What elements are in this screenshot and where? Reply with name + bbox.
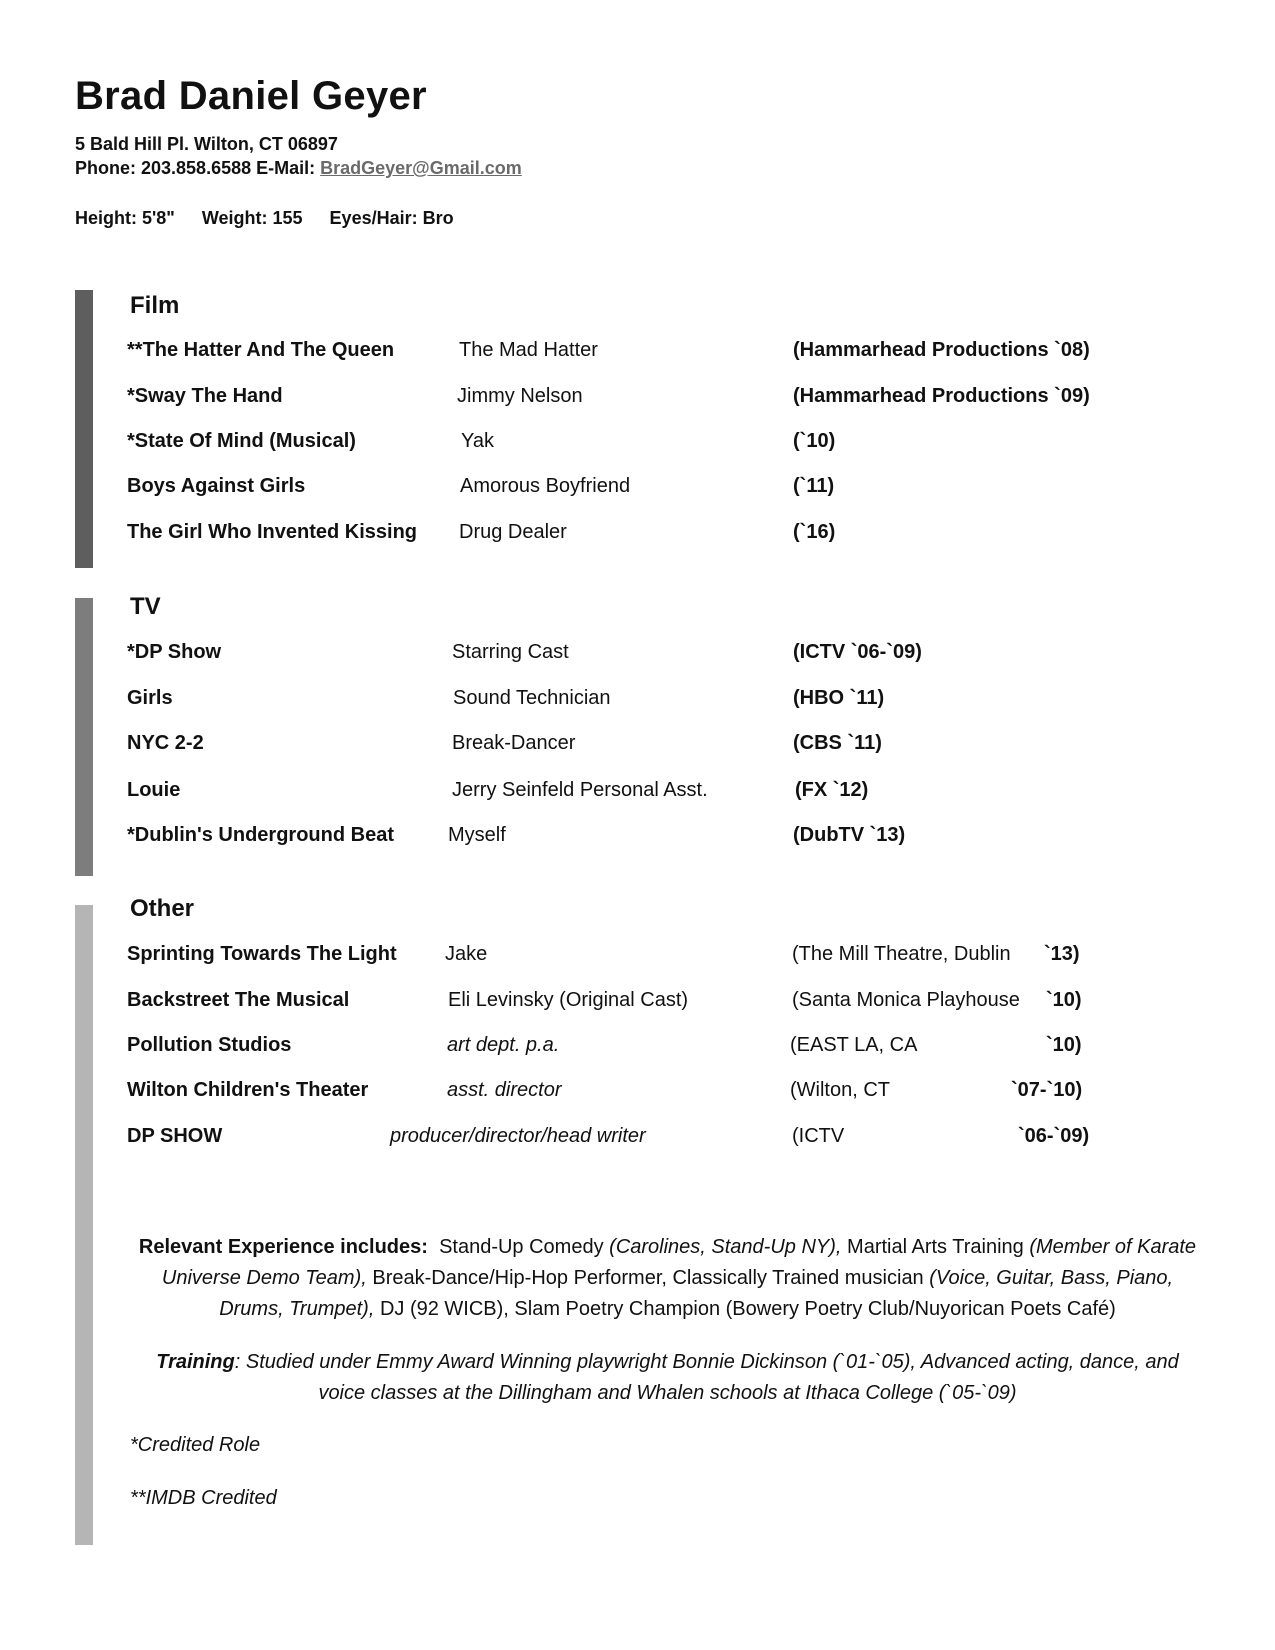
credit-role: Myself: [448, 824, 506, 846]
training-text: : Studied under Emmy Award Winning playwright Bonnie Dickinson (`01-`05), Advanced acting, dance, and voice classes at the Dillingham and Whalen schools at Ithaca College (`05-`09): [234, 1351, 1179, 1404]
credit-title: Boys Against Girls: [127, 475, 306, 497]
credit-year: `13): [1044, 943, 1080, 965]
relevant-part: (Carolines, Stand-Up NY),: [609, 1236, 842, 1258]
relevant-experience: [135, 1232, 1200, 1325]
credit-org: (CBS `11): [793, 732, 882, 754]
film-row: [0, 521, 1275, 551]
relevant-part: Break-Dance/Hip-Hop Performer, Classically Trained musician: [372, 1267, 924, 1289]
other-heading: Other: [130, 895, 195, 922]
tv-heading: TV: [130, 593, 161, 620]
weight: Weight: 155: [201, 208, 303, 228]
credited-role-note: *Credited Role: [130, 1434, 261, 1456]
credit-org: (Hammarhead Productions `08): [793, 339, 1090, 361]
credit-role: The Mad Hatter: [459, 339, 598, 361]
applicant-name: Brad Daniel Geyer: [75, 74, 427, 118]
email-link[interactable]: BradGeyer@Gmail.com: [320, 158, 522, 178]
credit-title: Backstreet The Musical: [127, 989, 350, 1011]
credit-title: **The Hatter And The Queen: [127, 339, 395, 361]
credit-role: Break-Dancer: [452, 732, 576, 754]
credit-role: Yak: [461, 430, 494, 452]
credit-title: *State Of Mind (Musical): [127, 430, 356, 452]
credit-title: The Girl Who Invented Kissing: [127, 521, 418, 543]
training-label: Training: [156, 1351, 235, 1373]
credit-venue: (Wilton, CT: [790, 1079, 890, 1101]
credit-role: Drug Dealer: [459, 521, 567, 543]
relevant-part: (Member of Karate Universe Demo Team),: [161, 1236, 1197, 1289]
imdb-credited-note: **IMDB Credited: [130, 1487, 277, 1509]
height: Height: 5'8": [75, 208, 175, 228]
physical-stats: [75, 208, 476, 229]
credit-year: `10): [1046, 989, 1082, 1011]
credit-role: Jimmy Nelson: [457, 385, 583, 407]
other-row: [0, 1125, 1275, 1155]
phone-label: Phone: 203.858.6588 E-Mail:: [75, 158, 316, 178]
credit-venue: (EAST LA, CA: [790, 1034, 918, 1056]
credit-year: `06-`09): [1018, 1125, 1090, 1147]
credit-role: asst. director: [447, 1079, 562, 1101]
film-row: [0, 475, 1275, 505]
credit-venue: (The Mill Theatre, Dublin: [792, 943, 1011, 965]
credit-title: Louie: [127, 779, 181, 801]
credit-role: Jerry Seinfeld Personal Asst.: [452, 779, 708, 801]
credit-org: (Hammarhead Productions `09): [793, 385, 1090, 407]
relevant-part: DJ (92 WICB), Slam Poetry Champion (Bowery Poetry Club/Nuyorican Poets Café): [379, 1298, 1116, 1320]
credit-org: (`11): [793, 475, 835, 497]
other-row: [0, 989, 1275, 1019]
credit-title: Sprinting Towards The Light: [127, 943, 397, 965]
tv-row: [0, 824, 1275, 854]
tv-row: [0, 687, 1275, 717]
eyes-hair: Eyes/Hair: Bro: [329, 208, 454, 228]
credit-venue: (ICTV: [792, 1125, 845, 1147]
credit-role: Starring Cast: [452, 641, 569, 663]
film-row: [0, 430, 1275, 460]
credit-org: (DubTV `13): [793, 824, 906, 846]
film-row: [0, 339, 1275, 369]
credit-title: Girls: [127, 687, 173, 709]
credit-title: DP SHOW: [127, 1125, 223, 1147]
credit-role: Eli Levinsky (Original Cast): [448, 989, 689, 1011]
film-heading: Film: [130, 292, 180, 319]
credit-title: *DP Show: [127, 641, 222, 663]
relevant-part: (Voice, Guitar, Bass, Piano, Drums, Trumpet),: [219, 1267, 1174, 1320]
credit-org: (HBO `11): [793, 687, 885, 709]
credit-role: Jake: [445, 943, 488, 965]
relevant-part: Stand-Up Comedy: [439, 1236, 604, 1258]
tv-row: [0, 641, 1275, 671]
credit-title: Pollution Studios: [127, 1034, 292, 1056]
relevant-part: Martial Arts Training: [847, 1236, 1024, 1258]
credit-role: Amorous Boyfriend: [460, 475, 631, 497]
credit-year: `07-`10): [1011, 1079, 1083, 1101]
phone-email-line: [75, 158, 522, 179]
address: 5 Bald Hill Pl. Wilton, CT 06897: [75, 134, 338, 154]
other-row: [0, 1034, 1275, 1064]
credit-org: (FX `12): [795, 779, 869, 801]
relevant-label: Relevant Experience includes:: [138, 1236, 428, 1258]
other-row: [0, 1079, 1275, 1109]
credit-title: Wilton Children's Theater: [127, 1079, 369, 1101]
film-row: [0, 385, 1275, 415]
credit-year: `10): [1046, 1034, 1082, 1056]
tv-row: [0, 732, 1275, 762]
credit-venue: (Santa Monica Playhouse: [792, 989, 1020, 1011]
credit-title: NYC 2-2: [127, 732, 204, 754]
credit-title: *Dublin's Underground Beat: [127, 824, 394, 846]
credit-role: art dept. p.a.: [447, 1034, 560, 1056]
credit-role: Sound Technician: [453, 687, 611, 709]
credit-org: (ICTV `06-`09): [793, 641, 922, 663]
credit-org: (`10): [793, 430, 836, 452]
credit-role: producer/director/head writer: [390, 1125, 646, 1147]
tv-row: [0, 779, 1275, 809]
other-row: [0, 943, 1275, 973]
training: [135, 1347, 1200, 1409]
credit-org: (`16): [793, 521, 836, 543]
credit-title: *Sway The Hand: [127, 385, 283, 407]
